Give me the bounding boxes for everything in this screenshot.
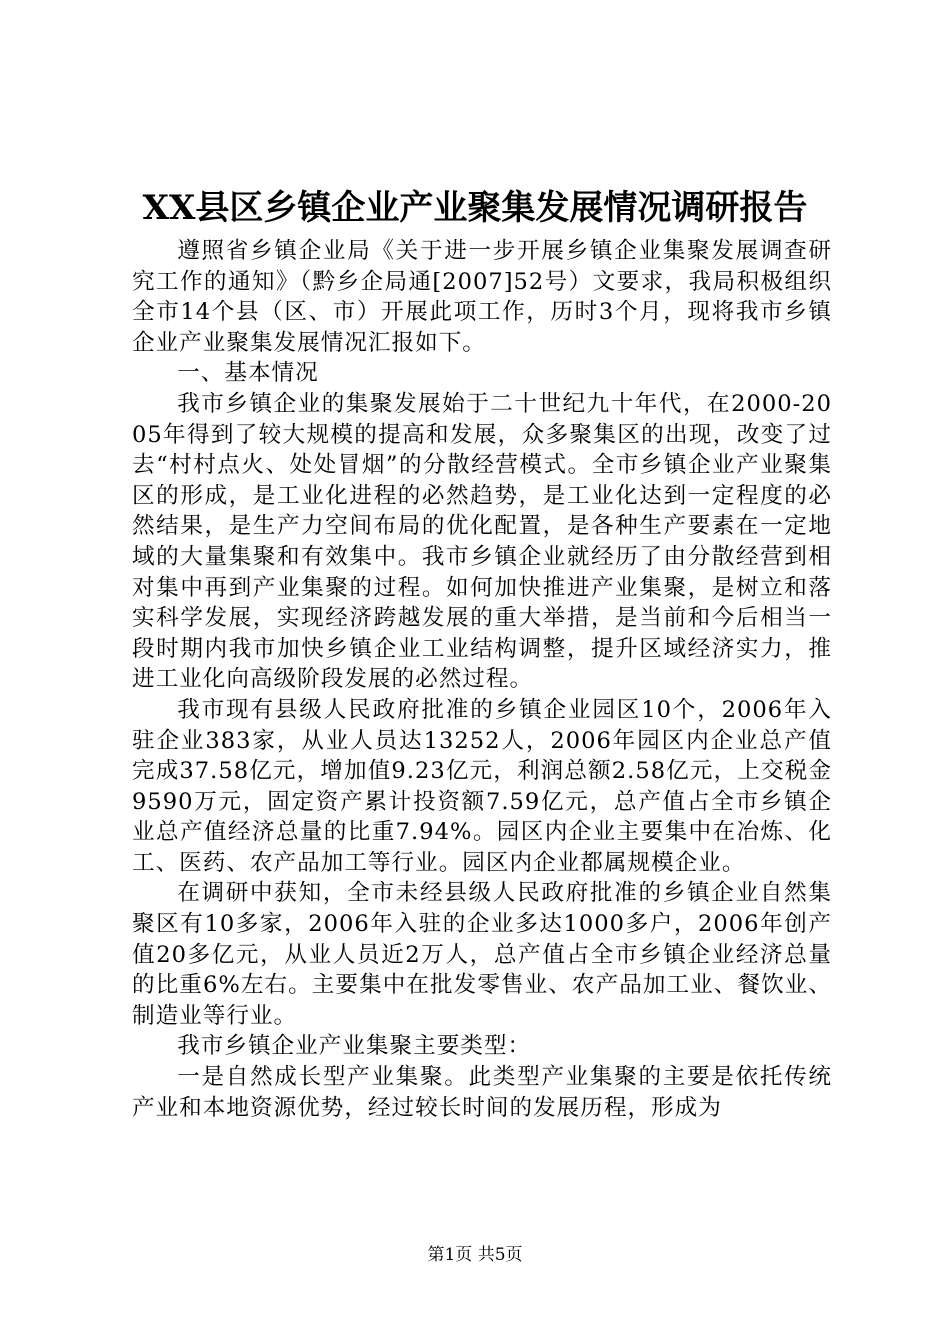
paragraph-industrial-parks: 我市现有县级人民政府批准的乡镇企业园区10个，2006年入驻企业383家，从业人员达13252人，2006年园区内企业总产值完成37.58亿元，增加值9.23亿元，利润总额2.58亿元，上交税金9590万元，固定资产累计投资额7.59亿元，总产值占全市乡镇企业总产值经济总量的比重7.94%。园区内企业主要集中在冶炼、化工、医药、农产品加工等行业。园区内企业都属规模企业。 [132,696,832,876]
document-body [132,236,832,1123]
document-title: XX县区乡镇企业产业聚集发展情况调研报告 [142,188,808,228]
paragraph-type-one: 一是自然成长型产业集聚。此类型产业集聚的主要是依托传统产业和本地资源优势，经过较长时间的发展历程，形成为 [132,1064,832,1121]
page-number-footer: 第1页 共5页 [427,1245,523,1265]
paragraph-cluster-history: 我市乡镇企业的集聚发展始于二十世纪九十年代，在2000-2005年得到了较大规模的提高和发展，众多聚集区的出现，改变了过去“村村点火、处处冒烟”的分散经营模式。全市乡镇企业产业聚集区的形成，是工业化进程的必然趋势，是工业化达到一定程度的必然结果，是生产力空间布局的优化配置，是各种生产要素在一定地域的大量集聚和有效集中。我市乡镇企业就经历了由分散经营到相对集中再到产业集聚的过程。如何加快推进产业集聚，是树立和落实科学发展，实现经济跨越发展的重大举措，是当前和今后相当一段时期内我市加快乡镇企业工业结构调整，提升区域经济实力，推进工业化向高级阶段发展的必然过程。 [132,390,832,693]
paragraph-natural-clusters: 在调研中获知，全市未经县级人民政府批准的乡镇企业自然集聚区有10多家，2006年入驻的企业多达1000多户，2006年创产值20多亿元，从业人员近2万人，总产值占全市乡镇企业经济总量的比重6%左右。主要集中在批发零售业、农产品加工业、餐饮业、制造业等行业。 [132,880,832,1029]
section-heading-basic-situation: 一、基本情况 [177,360,319,387]
paragraph-intro: 遵照省乡镇企业局《关于进一步开展乡镇企业集聚发展调查研究工作的通知》（黔乡企局通[2007]52号）文要求，我局积极组织全市14个县（区、市）开展此项工作，历时3个月，现将我市乡镇企业产业聚集发展情况汇报如下。 [132,238,832,356]
paragraph-cluster-types-heading: 我市乡镇企业产业集聚主要类型： [177,1033,532,1060]
